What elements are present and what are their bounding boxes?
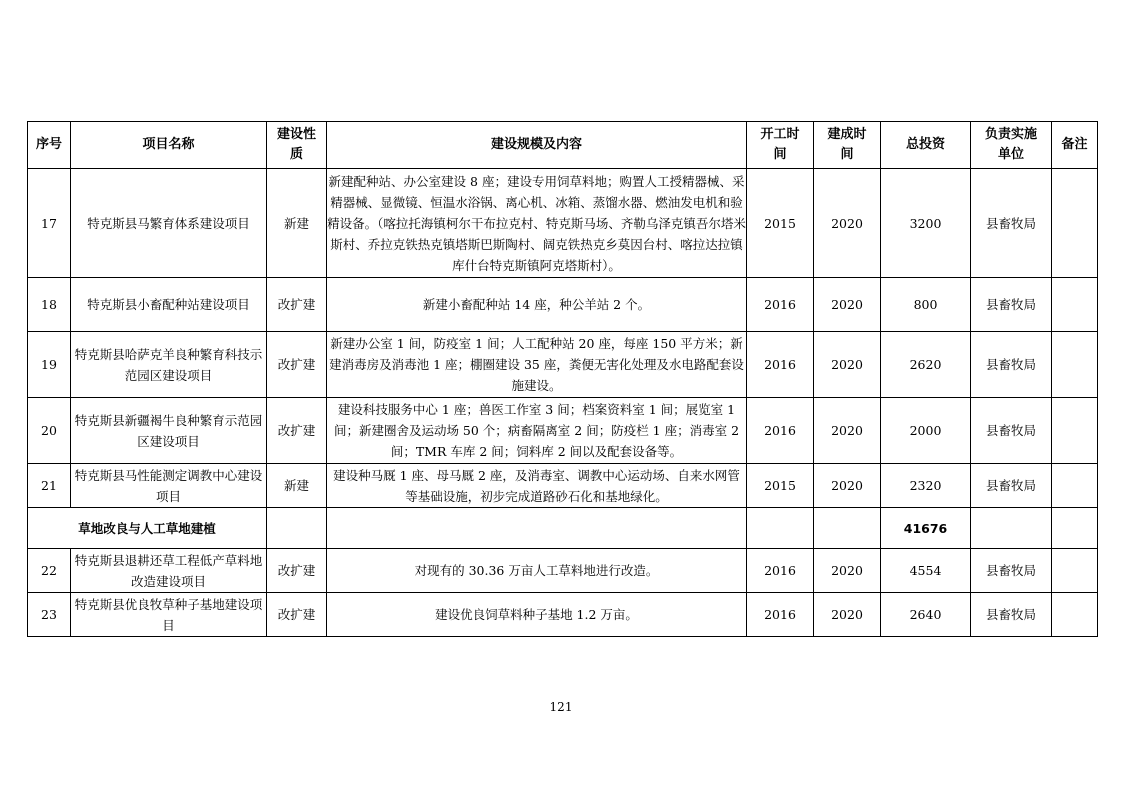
cell-investment: 2320 — [881, 464, 971, 508]
cell-remark — [1052, 464, 1098, 508]
cell-investment: 800 — [881, 278, 971, 332]
category-investment: 41676 — [881, 508, 971, 549]
cell-unit: 县畜牧局 — [971, 332, 1052, 398]
table-row — [28, 593, 1098, 637]
cell-unit: 县畜牧局 — [971, 398, 1052, 464]
cell-remark — [1052, 549, 1098, 593]
cell-name: 特克斯县退耕还草工程低产草料地改造建设项目 — [71, 549, 267, 593]
cell-nature: 改扩建 — [267, 398, 327, 464]
category-row — [28, 508, 1098, 549]
cell-name: 特克斯县马繁育体系建设项目 — [71, 169, 267, 278]
page-number: 121 — [549, 700, 573, 714]
cell-nature: 改扩建 — [267, 278, 327, 332]
cell-nature: 改扩建 — [267, 549, 327, 593]
table-row — [28, 332, 1098, 398]
header-unit: 负责实施单位 — [971, 122, 1052, 169]
cell-content: 新建小畜配种站 14 座，种公羊站 2 个。 — [327, 278, 747, 332]
header-end: 建成时间 — [814, 122, 881, 169]
cell-no: 20 — [28, 398, 71, 464]
table-row — [28, 278, 1098, 332]
cell-end: 2020 — [814, 278, 881, 332]
cell-nature: 改扩建 — [267, 593, 327, 637]
cell-end: 2020 — [814, 169, 881, 278]
cell-no: 18 — [28, 278, 71, 332]
cell-start — [747, 508, 814, 549]
cell-content: 建设优良饲草料种子基地 1.2 万亩。 — [327, 593, 747, 637]
cell-start: 2016 — [747, 278, 814, 332]
cell-content: 新建办公室 1 间，防疫室 1 间；人工配种站 20 座，每座 150 平方米；新建消毒房及消毒池 1 座；棚圈建设 35 座，粪便无害化处理及水电路配套设施建设。 — [327, 332, 747, 398]
cell-unit: 县畜牧局 — [971, 278, 1052, 332]
cell-unit — [971, 508, 1052, 549]
table-row — [28, 549, 1098, 593]
cell-nature: 新建 — [267, 464, 327, 508]
cell-start: 2016 — [747, 398, 814, 464]
header-nature: 建设性质 — [267, 122, 327, 169]
project-table — [27, 121, 1098, 637]
cell-end: 2020 — [814, 332, 881, 398]
cell-investment: 3200 — [881, 169, 971, 278]
cell-investment: 2620 — [881, 332, 971, 398]
cell-start: 2016 — [747, 549, 814, 593]
cell-end: 2020 — [814, 398, 881, 464]
header-start: 开工时间 — [747, 122, 814, 169]
cell-name: 特克斯县哈萨克羊良种繁育科技示范园区建设项目 — [71, 332, 267, 398]
cell-unit: 县畜牧局 — [971, 593, 1052, 637]
cell-content: 新建配种站、办公室建设 8 座；建设专用饲草料地；购置人工授精器械、采精器械、显微镜、恒温水浴锅、离心机、冰箱、蒸馏水器、燃油发电机和验精设备。（喀拉托海镇柯尔干布拉克村、特克斯马场、齐勒乌泽克镇吾尔塔米斯村、乔拉克铁热克镇塔斯巴斯陶村、阔克铁热克乡莫因台村、喀拉达拉镇库什台特克斯镇阿克塔斯村）。 — [327, 169, 747, 278]
cell-name: 特克斯县马性能测定调教中心建设项目 — [71, 464, 267, 508]
cell-remark — [1052, 508, 1098, 549]
cell-remark — [1052, 398, 1098, 464]
cell-end: 2020 — [814, 549, 881, 593]
cell-name: 特克斯县小畜配种站建设项目 — [71, 278, 267, 332]
cell-name: 特克斯县优良牧草种子基地建设项目 — [71, 593, 267, 637]
cell-nature — [267, 508, 327, 549]
cell-investment: 4554 — [881, 549, 971, 593]
cell-start: 2015 — [747, 169, 814, 278]
cell-content: 对现有的 30.36 万亩人工草料地进行改造。 — [327, 549, 747, 593]
cell-content — [327, 508, 747, 549]
cell-end: 2020 — [814, 464, 881, 508]
cell-investment: 2640 — [881, 593, 971, 637]
cell-no: 19 — [28, 332, 71, 398]
cell-unit: 县畜牧局 — [971, 549, 1052, 593]
cell-nature: 改扩建 — [267, 332, 327, 398]
header-content: 建设规模及内容 — [327, 122, 747, 169]
cell-no: 23 — [28, 593, 71, 637]
cell-unit: 县畜牧局 — [971, 169, 1052, 278]
category-name: 草地改良与人工草地建植 — [28, 508, 267, 549]
cell-start: 2015 — [747, 464, 814, 508]
cell-nature: 新建 — [267, 169, 327, 278]
table-row — [28, 464, 1098, 508]
header-name: 项目名称 — [71, 122, 267, 169]
cell-remark — [1052, 332, 1098, 398]
cell-end — [814, 508, 881, 549]
header-investment: 总投资 — [881, 122, 971, 169]
cell-remark — [1052, 169, 1098, 278]
cell-investment: 2000 — [881, 398, 971, 464]
header-remark: 备注 — [1052, 122, 1098, 169]
cell-content: 建设种马厩 1 座、母马厩 2 座，及消毒室、调教中心运动场、自来水网管等基础设施，初步完成道路砂石化和基地绿化。 — [327, 464, 747, 508]
cell-start: 2016 — [747, 593, 814, 637]
cell-end: 2020 — [814, 593, 881, 637]
table-row — [28, 398, 1098, 464]
cell-name: 特克斯县新疆褐牛良种繁育示范园区建设项目 — [71, 398, 267, 464]
cell-remark — [1052, 278, 1098, 332]
header-no: 序号 — [28, 122, 71, 169]
header-row — [28, 122, 1098, 169]
cell-start: 2016 — [747, 332, 814, 398]
table-row — [28, 169, 1098, 278]
cell-content: 建设科技服务中心 1 座；兽医工作室 3 间；档案资料室 1 间；展览室 1 间；新建圈舍及运动场 50 个；病畜隔离室 2 间；防疫栏 1 座；消毒室 2 间；TMR 车库 2 间；饲料库 2 间以及配套设备等。 — [327, 398, 747, 464]
cell-no: 21 — [28, 464, 71, 508]
cell-remark — [1052, 593, 1098, 637]
cell-no: 17 — [28, 169, 71, 278]
cell-no: 22 — [28, 549, 71, 593]
cell-unit: 县畜牧局 — [971, 464, 1052, 508]
